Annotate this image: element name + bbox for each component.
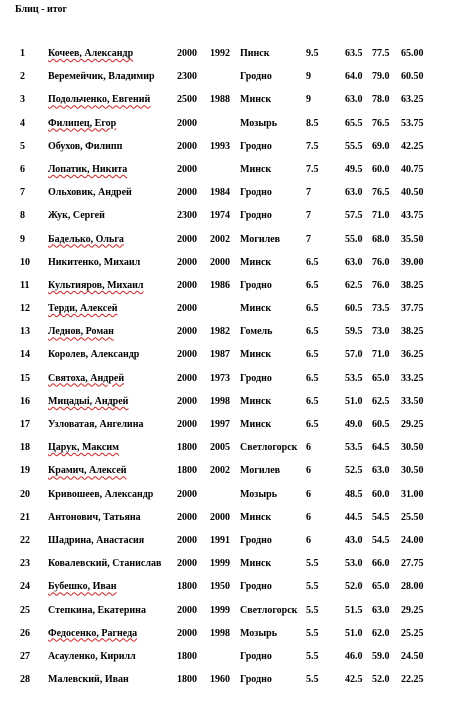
player-city: Минск [240,419,272,430]
table-row [0,279,450,302]
birth-year: 2002 [210,233,230,245]
player-rating: 2000 [177,256,197,268]
player-name: Святоха, Андрей [48,372,125,384]
player-city: Могилев [240,465,281,477]
tiebreak-3: 24.50 [401,650,424,662]
player-name: Антонович, Татьяна [48,511,141,523]
tiebreak-3: 60.50 [401,71,424,83]
tiebreak-2: 79.0 [372,71,390,83]
player-rating: 2000 [177,163,197,175]
player-name: Филипец, Егор [48,117,117,129]
player-rating: 2000 [177,419,197,430]
player-rating: 2000 [177,187,197,199]
player-city: Пинск [240,48,270,59]
tiebreak-3: 40.50 [401,187,424,199]
tiebreak-3: 31.00 [401,488,424,500]
table-row [0,233,450,256]
tiebreak-2: 63.0 [372,465,390,477]
player-name: Мицадыі, Андрей [48,395,129,407]
tiebreak-3: 38.25 [401,326,424,338]
table-row [0,256,450,279]
player-name: Царук, Максим [48,442,119,454]
rank: 6 [20,163,25,175]
tiebreak-1: 57.0 [345,349,363,361]
rank: 14 [20,349,30,361]
player-city: Светлогорск [240,442,298,454]
table-row [0,93,450,116]
rank: 16 [20,395,30,407]
table-row [0,395,450,418]
rank: 20 [20,488,30,500]
table-row [0,511,450,534]
table-row [0,604,450,627]
tiebreak-3: 53.75 [401,117,424,129]
rank: 12 [20,303,30,315]
points: 6 [306,442,311,454]
tiebreak-2: 54.5 [372,511,390,523]
birth-year: 2000 [210,256,230,268]
tiebreak-3: 30.50 [401,442,424,454]
points: 6 [306,511,311,523]
tiebreak-2: 60.5 [372,419,390,430]
tiebreak-1: 55.5 [345,140,363,152]
table-row [0,372,450,395]
player-rating: 2000 [177,558,197,570]
player-city: Гродно [240,650,272,662]
tiebreak-3: 38.25 [401,279,424,291]
rank: 5 [20,140,25,152]
birth-year: 1993 [210,140,230,152]
player-rating: 2000 [177,303,197,315]
tiebreak-3: 30.50 [401,465,424,477]
player-city: Гродно [240,279,272,291]
birth-year: 2000 [210,511,230,523]
tiebreak-3: 40.75 [401,163,424,175]
player-name: Терди, Алексей [48,303,118,315]
player-name: Кривошеев, Александр [48,488,154,500]
tiebreak-2: 66.0 [372,558,390,570]
player-name: Асауленко, Кирилл [48,650,136,662]
points: 9 [306,94,311,106]
player-city: Мозырь [240,627,277,639]
rank: 9 [20,233,25,245]
tiebreak-3: 36.25 [401,349,424,361]
tiebreak-1: 62.5 [345,279,363,291]
table-row [0,580,450,603]
tiebreak-1: 53.0 [345,558,363,570]
birth-year: 1991 [210,534,230,546]
birth-year: 2005 [210,442,230,454]
player-city: Гродно [240,187,272,199]
points: 5.5 [306,604,319,616]
player-name: Ковалевский, Станислав [48,558,162,570]
table-row [0,186,450,209]
tiebreak-1: 49.0 [345,419,363,430]
player-name: Узловатая, Ангелина [48,419,144,430]
player-rating: 2000 [177,326,197,338]
birth-year: 1998 [210,627,230,639]
points: 5.5 [306,581,319,593]
player-name: Жук, Сергей [48,210,105,222]
points: 7 [306,233,311,245]
player-city: Гродно [240,372,272,384]
tiebreak-2: 71.0 [372,210,390,222]
tiebreak-2: 76.5 [372,187,390,199]
tiebreak-1: 46.0 [345,650,363,662]
birth-year: 1998 [210,395,230,407]
player-city: Гродно [240,140,272,152]
tiebreak-1: 51.0 [345,627,363,639]
tiebreak-2: 76.5 [372,117,390,129]
table-row [0,70,450,93]
tiebreak-3: 35.50 [401,233,424,245]
tiebreak-3: 43.75 [401,210,424,222]
player-name: Степкина, Екатерина [48,604,146,616]
tiebreak-1: 44.5 [345,511,363,523]
player-name: Шадрина, Анастасия [48,534,145,546]
tiebreak-2: 77.5 [372,48,390,59]
birth-year: 1999 [210,558,230,570]
rank: 25 [20,604,30,616]
tiebreak-3: 29.25 [401,419,424,430]
birth-year: 1960 [210,674,230,686]
rank: 24 [20,581,30,593]
tiebreak-2: 73.0 [372,326,390,338]
table-row [0,117,450,140]
tiebreak-2: 78.0 [372,94,390,106]
player-rating: 2300 [177,210,197,222]
player-city: Минск [240,163,272,175]
player-rating: 2000 [177,279,197,291]
tiebreak-2: 59.0 [372,650,390,662]
rank: 15 [20,372,30,384]
tiebreak-3: 25.25 [401,627,424,639]
player-rating: 2000 [177,140,197,152]
rank: 1 [20,48,25,59]
tiebreak-3: 33.25 [401,372,424,384]
tiebreak-3: 42.25 [401,140,424,152]
points: 7 [306,210,311,222]
player-city: Минск [240,349,272,361]
player-city: Минск [240,256,272,268]
player-name: Лопатик, Никита [48,163,128,175]
player-name: Леднов, Роман [48,326,114,338]
player-rating: 1800 [177,581,197,593]
tiebreak-1: 43.0 [345,534,363,546]
player-rating: 2000 [177,372,197,384]
points: 9.5 [306,48,319,59]
player-rating: 1800 [177,650,197,662]
player-rating: 2000 [177,488,197,500]
points: 7 [306,187,311,199]
player-city: Минск [240,303,272,315]
points: 5.5 [306,627,319,639]
tiebreak-1: 51.0 [345,395,363,407]
rank: 19 [20,465,30,477]
player-name: Бубешко, Иван [48,581,117,593]
rank: 2 [20,71,25,83]
points: 6 [306,465,311,477]
player-rating: 2500 [177,94,197,106]
birth-year: 1982 [210,326,230,338]
player-city: Гродно [240,581,272,593]
tiebreak-1: 42.5 [345,674,363,686]
table-row [0,557,450,580]
player-city: Мозырь [240,117,277,129]
table-row [0,140,450,163]
points: 6.5 [306,419,319,430]
tiebreak-1: 60.5 [345,303,363,315]
tiebreak-2: 64.5 [372,442,390,454]
tiebreak-1: 65.5 [345,117,363,129]
points: 9 [306,71,311,83]
points: 6 [306,488,311,500]
rank: 3 [20,94,25,106]
player-name: Баделько, Ольга [48,233,124,245]
player-rating: 2000 [177,534,197,546]
tiebreak-2: 52.0 [372,674,390,686]
player-rating: 2000 [177,604,197,616]
tiebreak-2: 54.5 [372,534,390,546]
table-row [0,47,450,70]
points: 6.5 [306,349,319,361]
points: 6.5 [306,279,319,291]
player-name: Никитенко, Михаил [48,256,141,268]
birth-year: 1973 [210,372,230,384]
table-row [0,441,450,464]
player-city: Гомель [240,326,273,338]
tiebreak-3: 22.25 [401,674,424,686]
points: 8.5 [306,117,319,129]
player-city: Гродно [240,71,272,83]
tiebreak-3: 25.50 [401,511,424,523]
tiebreak-2: 65.0 [372,581,390,593]
tiebreak-1: 52.5 [345,465,363,477]
player-rating: 2300 [177,71,197,83]
tiebreak-2: 60.0 [372,163,390,175]
tiebreak-1: 51.5 [345,604,363,616]
birth-year: 1999 [210,604,230,616]
table-row [0,325,450,348]
player-rating: 2000 [177,233,197,245]
player-city: Минск [240,395,272,407]
birth-year: 1986 [210,279,230,291]
player-name: Крамич, Алексей [48,465,127,477]
table-row [0,348,450,371]
tiebreak-1: 48.5 [345,488,363,500]
player-city: Гродно [240,674,272,686]
tiebreak-1: 52.0 [345,581,363,593]
player-rating: 2000 [177,627,197,639]
tiebreak-1: 55.0 [345,233,363,245]
birth-year: 1988 [210,94,230,106]
tiebreak-2: 76.0 [372,279,390,291]
birth-year: 1974 [210,210,230,222]
table-row [0,534,450,557]
rank: 17 [20,419,30,430]
tiebreak-2: 65.0 [372,372,390,384]
table-row [0,627,450,650]
player-name: Федосенко, Рагнеда [48,627,138,639]
points: 6.5 [306,326,319,338]
player-name: Подольченко, Евгений [48,94,151,106]
results-table [0,47,450,696]
tiebreak-3: 63.25 [401,94,424,106]
points: 6 [306,534,311,546]
player-city: Минск [240,558,272,570]
tiebreak-2: 69.0 [372,140,390,152]
player-name: Кочеев, Александр [48,48,134,59]
tiebreak-2: 63.0 [372,604,390,616]
table-row [0,673,450,696]
player-rating: 2000 [177,48,197,59]
table-row [0,464,450,487]
player-rating: 1800 [177,442,197,454]
player-city: Минск [240,511,272,523]
player-rating: 1800 [177,465,197,477]
tiebreak-3: 27.75 [401,558,424,570]
rank: 11 [20,279,30,291]
rank: 26 [20,627,30,639]
rank: 13 [20,326,30,338]
player-name: Ольховик, Андрей [48,187,132,199]
player-city: Минск [240,94,272,106]
tiebreak-1: 53.5 [345,372,363,384]
birth-year: 1997 [210,419,230,430]
tiebreak-3: 39.00 [401,256,424,268]
tiebreak-1: 63.0 [345,94,363,106]
tiebreak-3: 29.25 [401,604,424,616]
points: 5.5 [306,650,319,662]
tiebreak-1: 57.5 [345,210,363,222]
player-name: Культияров, Михаил [48,279,144,291]
table-row [0,302,450,325]
document-title: Блиц - итог [15,4,68,15]
tiebreak-2: 60.0 [372,488,390,500]
tiebreak-2: 68.0 [372,233,390,245]
tiebreak-3: 37.75 [401,303,424,315]
player-city: Гродно [240,210,272,222]
player-name: Обухов, Филипп [48,140,123,152]
table-row [0,650,450,673]
rank: 18 [20,442,30,454]
tiebreak-3: 24.00 [401,534,424,546]
points: 5.5 [306,558,319,570]
player-rating: 2000 [177,395,197,407]
rank: 22 [20,534,30,546]
points: 6.5 [306,303,319,315]
player-city: Мозырь [240,488,277,500]
points: 6.5 [306,256,319,268]
player-city: Гродно [240,534,272,546]
rank: 4 [20,117,25,129]
tiebreak-2: 62.5 [372,395,390,407]
rank: 8 [20,210,25,222]
points: 6.5 [306,395,319,407]
table-row [0,209,450,232]
tiebreak-3: 33.50 [401,395,424,407]
player-name: Королев, Александр [48,349,140,361]
birth-year: 1992 [210,48,230,59]
player-city: Могилев [240,233,281,245]
tiebreak-3: 28.00 [401,581,424,593]
tiebreak-3: 65.00 [401,48,424,59]
tiebreak-1: 63.0 [345,256,363,268]
points: 7.5 [306,163,319,175]
player-rating: 1800 [177,674,197,686]
rank: 10 [20,256,30,268]
tiebreak-2: 71.0 [372,349,390,361]
tiebreak-2: 76.0 [372,256,390,268]
tiebreak-1: 64.0 [345,71,363,83]
rank: 7 [20,187,25,199]
points: 5.5 [306,674,319,686]
tiebreak-1: 63.5 [345,48,363,59]
table-row [0,418,450,441]
player-name: Веремейчик, Владимир [48,71,155,83]
tiebreak-2: 73.5 [372,303,390,315]
player-rating: 2000 [177,117,197,129]
player-rating: 2000 [177,511,197,523]
player-rating: 2000 [177,349,197,361]
birth-year: 1987 [210,349,230,361]
tiebreak-1: 53.5 [345,442,363,454]
rank: 23 [20,558,30,570]
birth-year: 1984 [210,187,230,199]
tiebreak-1: 59.5 [345,326,363,338]
table-row [0,488,450,511]
table-row [0,163,450,186]
tiebreak-2: 62.0 [372,627,390,639]
birth-year: 1950 [210,581,230,593]
points: 7.5 [306,140,319,152]
birth-year: 2002 [210,465,230,477]
tiebreak-1: 49.5 [345,163,363,175]
points: 6.5 [306,372,319,384]
tiebreak-1: 63.0 [345,187,363,199]
rank: 27 [20,650,30,662]
rank: 28 [20,674,30,686]
rank: 21 [20,511,30,523]
player-city: Светлогорск [240,604,298,616]
player-name: Малевский, Иван [48,674,129,686]
